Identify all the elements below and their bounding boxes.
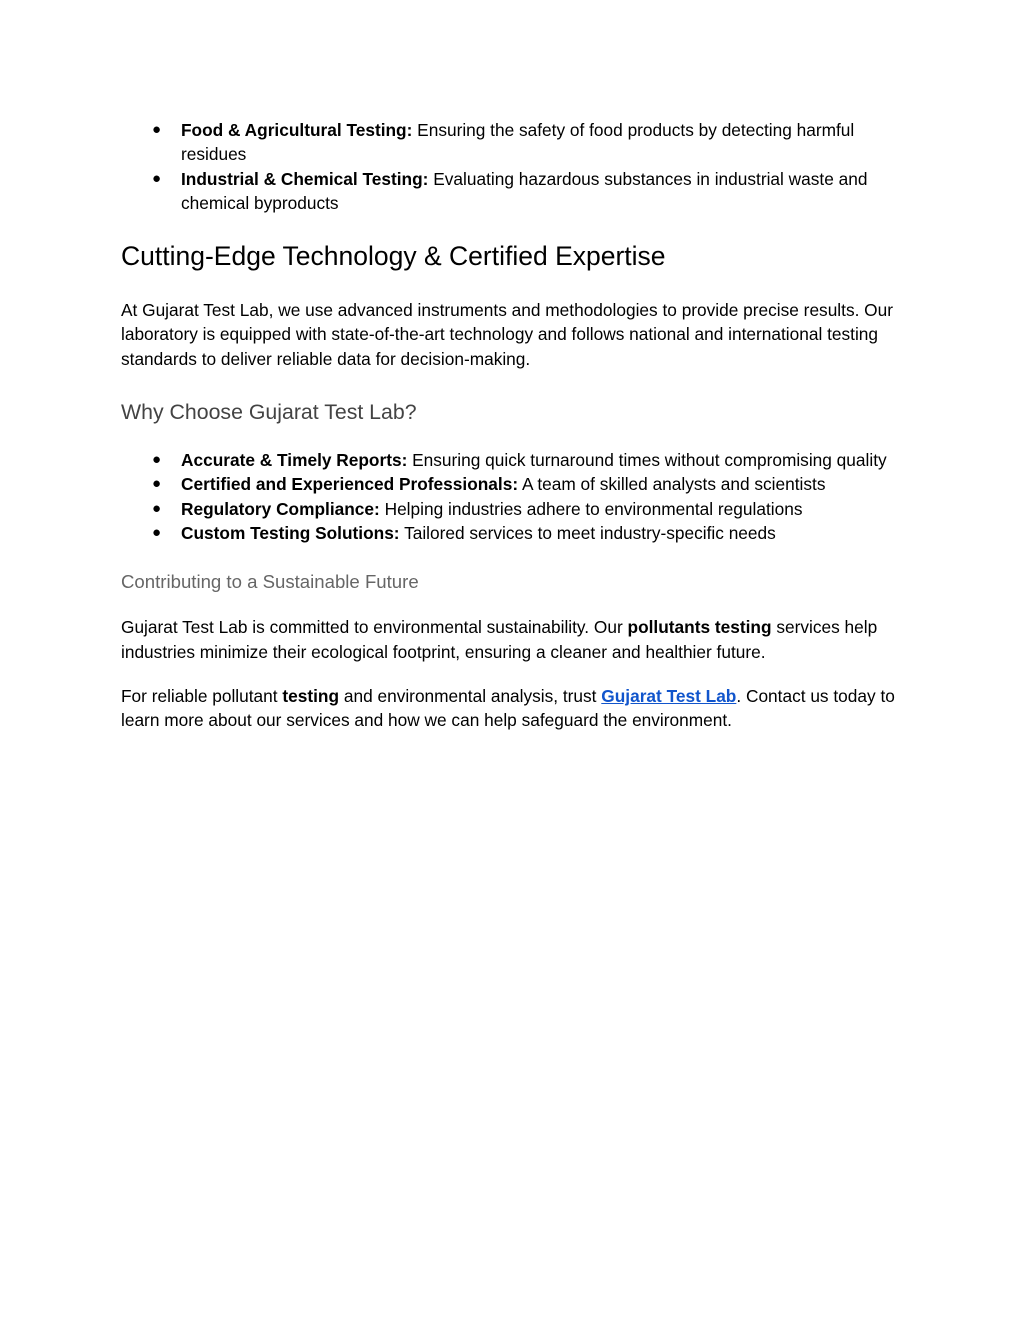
item-text: Helping industries adhere to environmental regulations [379,498,803,519]
section-heading-technology: Cutting-Edge Technology & Certified Expertise [121,241,666,272]
para-bold-text: pollutants testing [627,617,772,638]
item-text: A team of skilled analysts and scientists [518,474,826,495]
bullet-icon: ● [152,499,162,517]
para-text: For reliable pollutant [121,685,283,706]
item-title: Food & Agricultural Testing: [181,120,413,140]
list-item [121,521,911,545]
list-item [121,472,911,496]
list-item [121,118,911,167]
section-heading-sustainable: Contributing to a Sustainable Future [121,571,419,593]
technology-paragraph: At Gujarat Test Lab, we use advanced instruments and methodologies to provide precise results. Our laboratory is equipped with state-of-the-art technology and follows national and international testing standards to deliver reliable data for decision-making. [121,300,893,369]
bullet-icon: ● [152,121,162,138]
gujarat-test-lab-link[interactable]: Gujarat Test Lab [601,685,737,706]
para-text: services help industries minimize their ecological footprint, ensuring a cleaner and healthier future. [121,617,878,662]
para-text: . Contact us today to learn more about our services and how we can help safeguard the environment. [121,685,895,731]
bullet-icon: ● [152,169,162,187]
contact-paragraph [121,684,911,733]
bullet-icon: ● [152,451,162,469]
item-title: Accurate & Timely Reports: [181,450,408,471]
item-text: Evaluating hazardous substances in industrial waste and chemical byproducts [181,168,868,213]
document-page [121,118,911,732]
item-title: Custom Testing Solutions: [181,522,400,543]
para-bold-text: testing [282,685,340,706]
item-text: Ensuring quick turnaround times without compromising quality [407,450,887,471]
item-title: Regulatory Compliance: [181,498,380,519]
item-text: Tailored services to meet industry-specific needs [399,522,776,543]
list-item [121,167,911,216]
bullet-icon: ● [152,523,162,541]
para-text: and environmental analysis, trust [339,685,602,706]
sustainability-paragraph [121,615,911,664]
item-title: Industrial & Chemical Testing: [181,168,429,189]
list-item [121,497,911,521]
para-text: Gujarat Test Lab is committed to environmental sustainability. Our [121,617,628,638]
item-text: Ensuring the safety of food products by detecting harmful residues [181,120,855,165]
item-title: Certified and Experienced Professionals: [181,474,519,495]
list-item [121,448,911,472]
section-heading-why-choose: Why Choose Gujarat Test Lab? [121,400,417,425]
bullet-icon: ● [152,475,162,493]
testing-services-list [121,118,911,215]
why-choose-list [121,448,911,545]
